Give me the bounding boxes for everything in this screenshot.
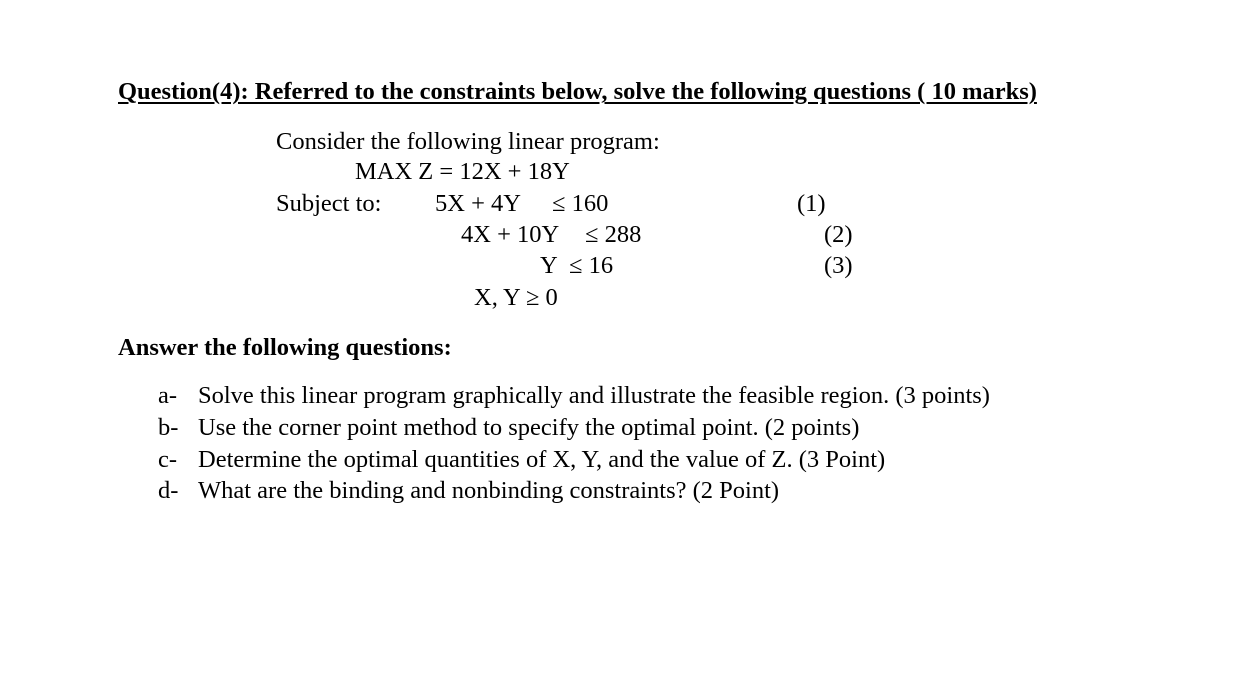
nonnegativity-constraint: X, Y ≥ 0 [474, 284, 558, 311]
question-a-letter: a- [158, 382, 178, 409]
constraint-2-tag: (2) [824, 221, 853, 248]
constraint-1-expr: 5X + 4Y [435, 190, 521, 217]
constraint-3-tag: (3) [824, 252, 853, 279]
constraint-2-rel: ≤ 288 [585, 221, 642, 248]
question-d-letter: d- [158, 477, 179, 504]
answer-heading: Answer the following questions: [118, 334, 452, 361]
subject-to-label: Subject to: [276, 190, 382, 217]
question-b-text: Use the corner point method to specify the optimal point. (2 points) [198, 414, 860, 441]
question-b-letter: b- [158, 414, 179, 441]
question-a-text: Solve this linear program graphically and illustrate the feasible region. (3 points) [198, 382, 990, 409]
objective-function: MAX Z = 12X + 18Y [355, 158, 570, 185]
constraint-3-expr: Y [540, 252, 558, 279]
program-intro: Consider the following linear program: [276, 128, 660, 155]
constraint-3-rel: ≤ 16 [569, 252, 614, 279]
constraint-2-expr: 4X + 10Y [461, 221, 560, 248]
question-d-text: What are the binding and nonbinding constraints? (2 Point) [198, 477, 780, 504]
question-c-text: Determine the optimal quantities of X, Y, and the value of Z. (3 Point) [198, 446, 886, 473]
constraint-1-rel: ≤ 160 [552, 190, 609, 217]
question-title: Question(4): Referred to the constraints below, solve the following questions ( 10 marks) [118, 78, 1037, 105]
constraint-1-tag: (1) [797, 190, 826, 217]
question-c-letter: c- [158, 446, 178, 473]
